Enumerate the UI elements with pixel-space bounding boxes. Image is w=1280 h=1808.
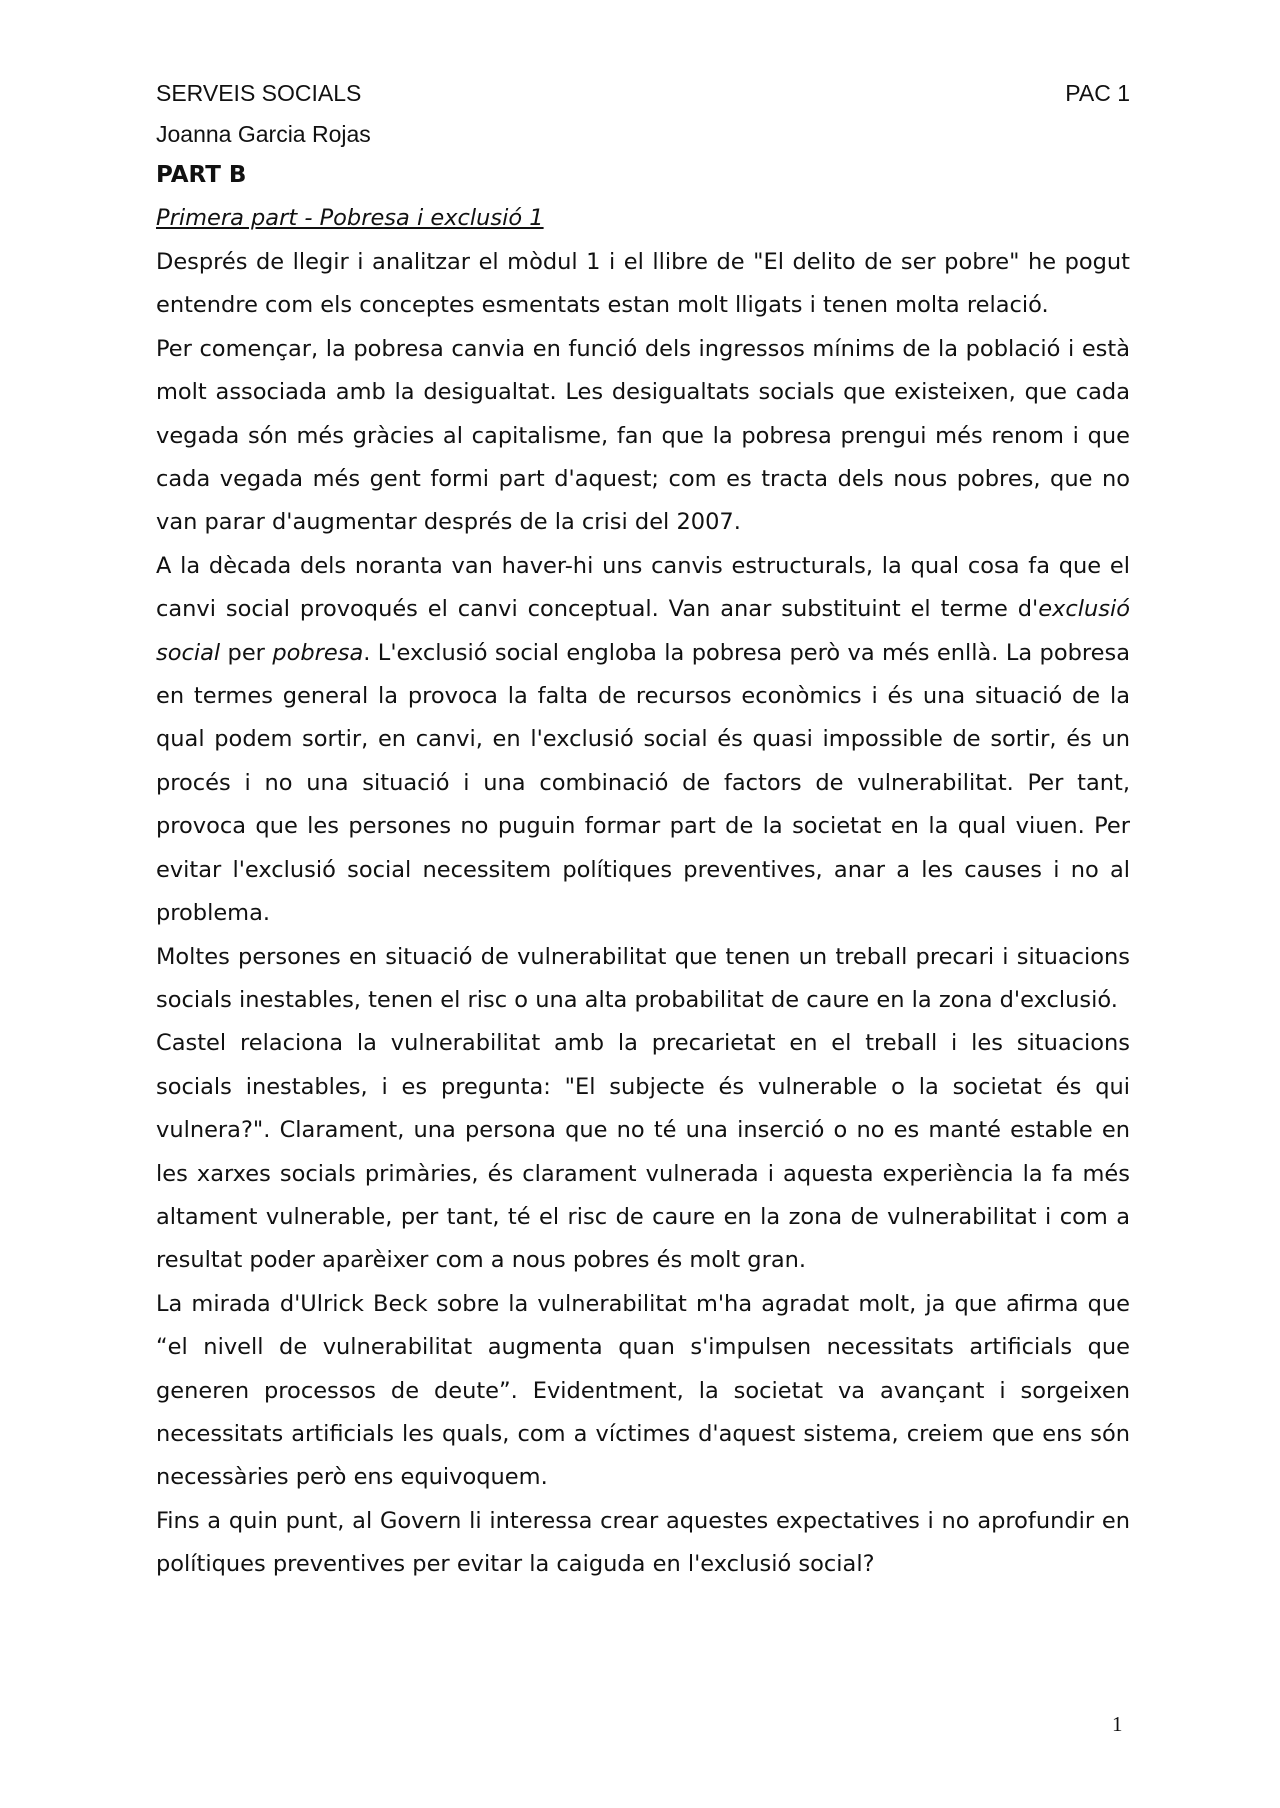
paragraph-castel: Castel relaciona la vulnerabilitat amb la precarietat en el treball i les situacions socials inestables, i es pregunta: "El subjecte és vulnerable o la societat és qui vulnera?". Clarament, una persona que no té una inserció o no es manté estable en les xarxes socials primàries, és clarament vulnerada i aquesta experiència la fa més altament vulnerable, per tant, té el risc de caure en la zona de vulnerabilitat i com a resultat poder aparèixer com a nous pobres és molt gran. [156, 1030, 1130, 1274]
paragraph-beck: La mirada d'Ulrick Beck sobre la vulnerabilitat m'ha agradat molt, ja que afirma que “el nivell de vulnerabilitat augmenta quan s'impulsen necessitats artificials que generen processos de deute”. Evidentment, la societat va avançant i sorgeixen necessitats artificials les quals, com a víctimes d'aquest sistema, creiem que ens són necessàries però ens equivoquem. [156, 1290, 1130, 1491]
paragraph-exclusion-part-2: per [220, 639, 273, 666]
paragraph-exclusion [156, 545, 1130, 936]
page-header [156, 78, 1130, 108]
paragraph-intro: Després de llegir i analitzar el mòdul 1 i el llibre de "El delito de ser pobre" he pogut entendre com els conceptes esmentats estan molt lligats i tenen molta relació. [156, 249, 1130, 319]
section-title: Primera part - Pobresa i exclusió 1 [156, 205, 544, 231]
paragraph-vulnerability: Moltes persones en situació de vulnerabilitat que tenen un treball precari i situacions socials inestables, tenen el risc o una alta probabilitat de caure en la zona d'exclusió. [156, 943, 1130, 1013]
header-assignment-label: PAC 1 [1065, 80, 1130, 106]
term-exclusio-social: exclusió social [156, 596, 1130, 666]
author-name: Joanna Garcia Rojas [156, 121, 371, 147]
page-number: 1 [1112, 1712, 1123, 1736]
paragraph-exclusion-part-3: . L'exclusió social engloba la pobresa però va més enllà. La pobresa en termes general la provoca la falta de recursos econòmics i és una situació de la qual podem sortir, en canvi, en l'exclusió social és quasi impossible de sortir, és un procés i no una situació i una combinació de factors de vulnerabilitat. Per tant, provoca que les persones no puguin formar part de la societat en la qual viuen. Per evitar l'exclusió social necessitem polítiques preventives, anar a les causes i no al problema. [156, 639, 1130, 927]
paragraph-poverty: Per començar, la pobresa canvia en funció dels ingressos mínims de la població i està molt associada amb la desigualtat. Les desigualtats socials que existeixen, que cada vegada són més gràcies al capitalisme, fan que la pobresa prengui més renom i que cada vegada més gent formi part d'aquest; com es tracta dels nous pobres, que no van parar d'augmentar després de la crisi del 2007. [156, 335, 1130, 536]
header-course-title: SERVEIS SOCIALS [156, 80, 362, 106]
part-heading: PART B [156, 162, 247, 188]
paragraph-question: Fins a quin punt, al Govern li interessa crear aquestes expectatives i no aprofundir en polítiques preventives per evitar la caiguda en l'exclusió social? [156, 1507, 1130, 1578]
paragraph-exclusion-part-1: A la dècada dels noranta van haver-hi uns canvis estructurals, la qual cosa fa que el canvi social provoqués el canvi conceptual. Van anar substituint el terme d' [156, 552, 1130, 623]
term-pobresa: pobresa [272, 639, 364, 666]
document-body [156, 241, 1130, 1587]
